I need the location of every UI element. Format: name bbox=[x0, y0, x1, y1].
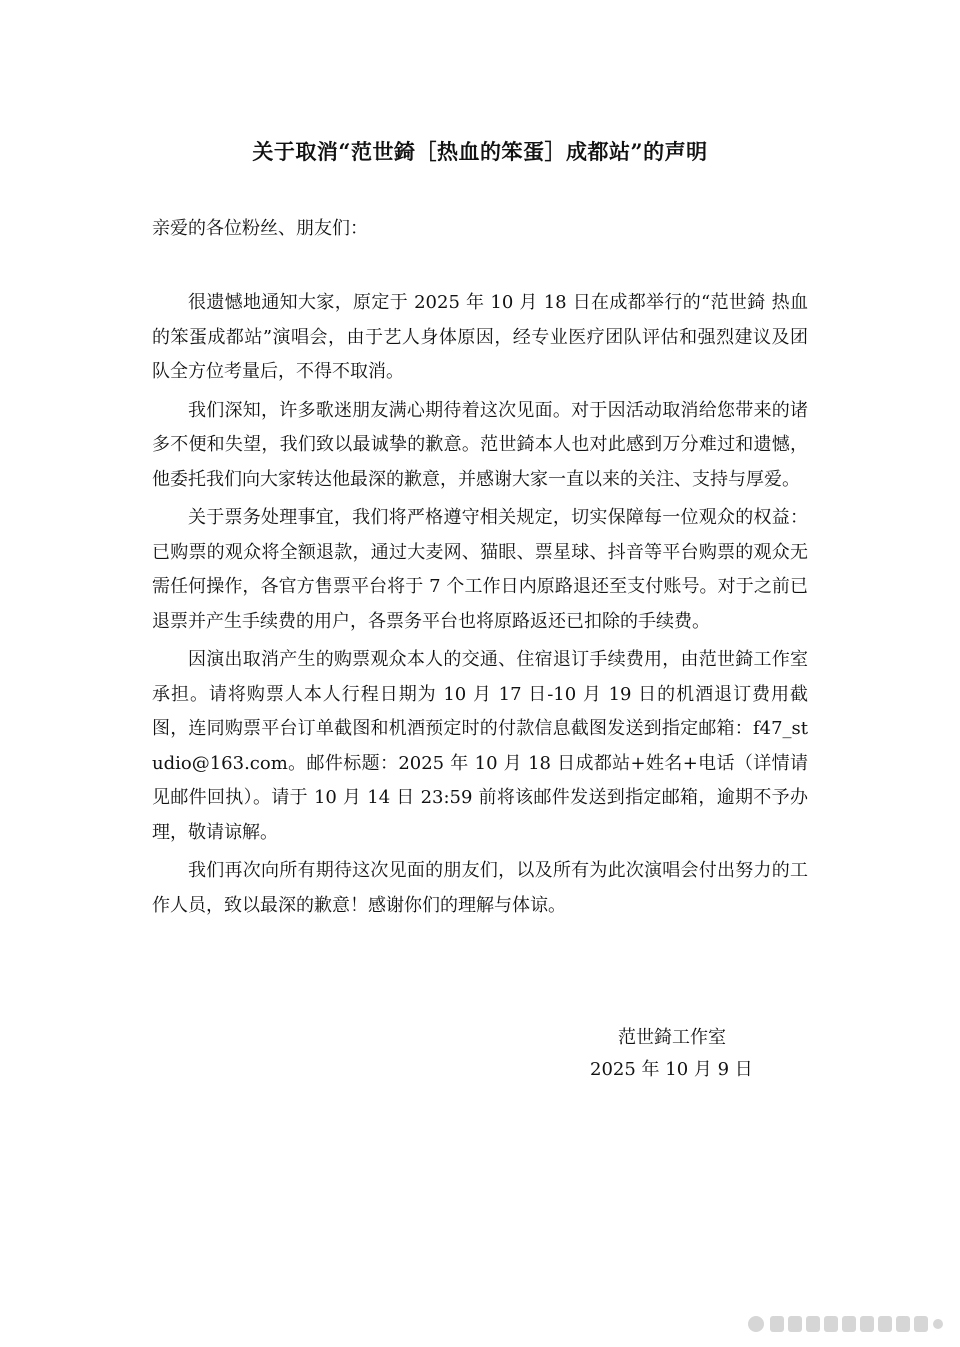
statement-title: 关于取消“范世錡［热血的笨蛋］成都站”的声明 bbox=[252, 139, 708, 164]
signature-date: 2025 年 10 月 9 日 bbox=[590, 1059, 753, 1080]
paragraph-closing: 我们再次向所有期待这次见面的朋友们，以及所有为此次演唱会付出努力的工作人员，致以最深的歉意！感谢你们的理解与体谅。 bbox=[152, 860, 808, 916]
signature-org: 范世錡工作室 bbox=[618, 1027, 726, 1048]
paragraph-ticket-refund: 关于票务处理事宜，我们将严格遵守相关规定，切实保障每一位观众的权益：已购票的观众将全额退款，通过大麦网、猫眼、票星球、抖音等平台购票的观众无需任何操作，各官方售票平台将于 7 个工作日内原路退还至支付账号。对于之前已退票并产生手续费的用户，各票务平台也将原路返还已扣除的手续费。 bbox=[152, 507, 808, 632]
signature-block bbox=[560, 1022, 800, 1086]
watermark-logo bbox=[746, 1311, 946, 1337]
paragraph-apology: 我们深知，许多歌迷朋友满心期待着这次见面。对于因活动取消给您带来的诸多不便和失望，我们致以最诚挚的歉意。范世錡本人也对此感到万分难过和遗憾，他委托我们向大家转达他最深的歉意，并感谢大家一直以来的关注、支持与厚爱。 bbox=[152, 399, 808, 490]
paragraph-travel-compensation: 因演出取消产生的购票观众本人的交通、住宿退订手续费用，由范世錡工作室承担。请将购票人本人行程日期为 10 月 17 日-10 月 19 日的机酒退订费用截图，连同购票平台订单截图和机酒预定时的付款信息截图发送到指定邮箱：f47_studio@163.com。邮件标题：2025 年 10 月 18 日成都站+姓名+电话（详情请见邮件回执）。请于 10 月 14 日 23:59 前将该邮件发送到指定邮箱，逾期不予办理，敬请谅解。 bbox=[152, 649, 808, 843]
greeting: 亲爱的各位粉丝、朋友们： bbox=[152, 218, 368, 239]
paragraph-cancellation-notice: 很遗憾地通知大家，原定于 2025 年 10 月 18 日在成都举行的“范世錡 热血的笨蛋成都站”演唱会，由于艺人身体原因，经专业医疗团队评估和强烈建议及团队全方位考量后，不得不取消。 bbox=[152, 292, 808, 382]
statement-body bbox=[152, 286, 808, 927]
